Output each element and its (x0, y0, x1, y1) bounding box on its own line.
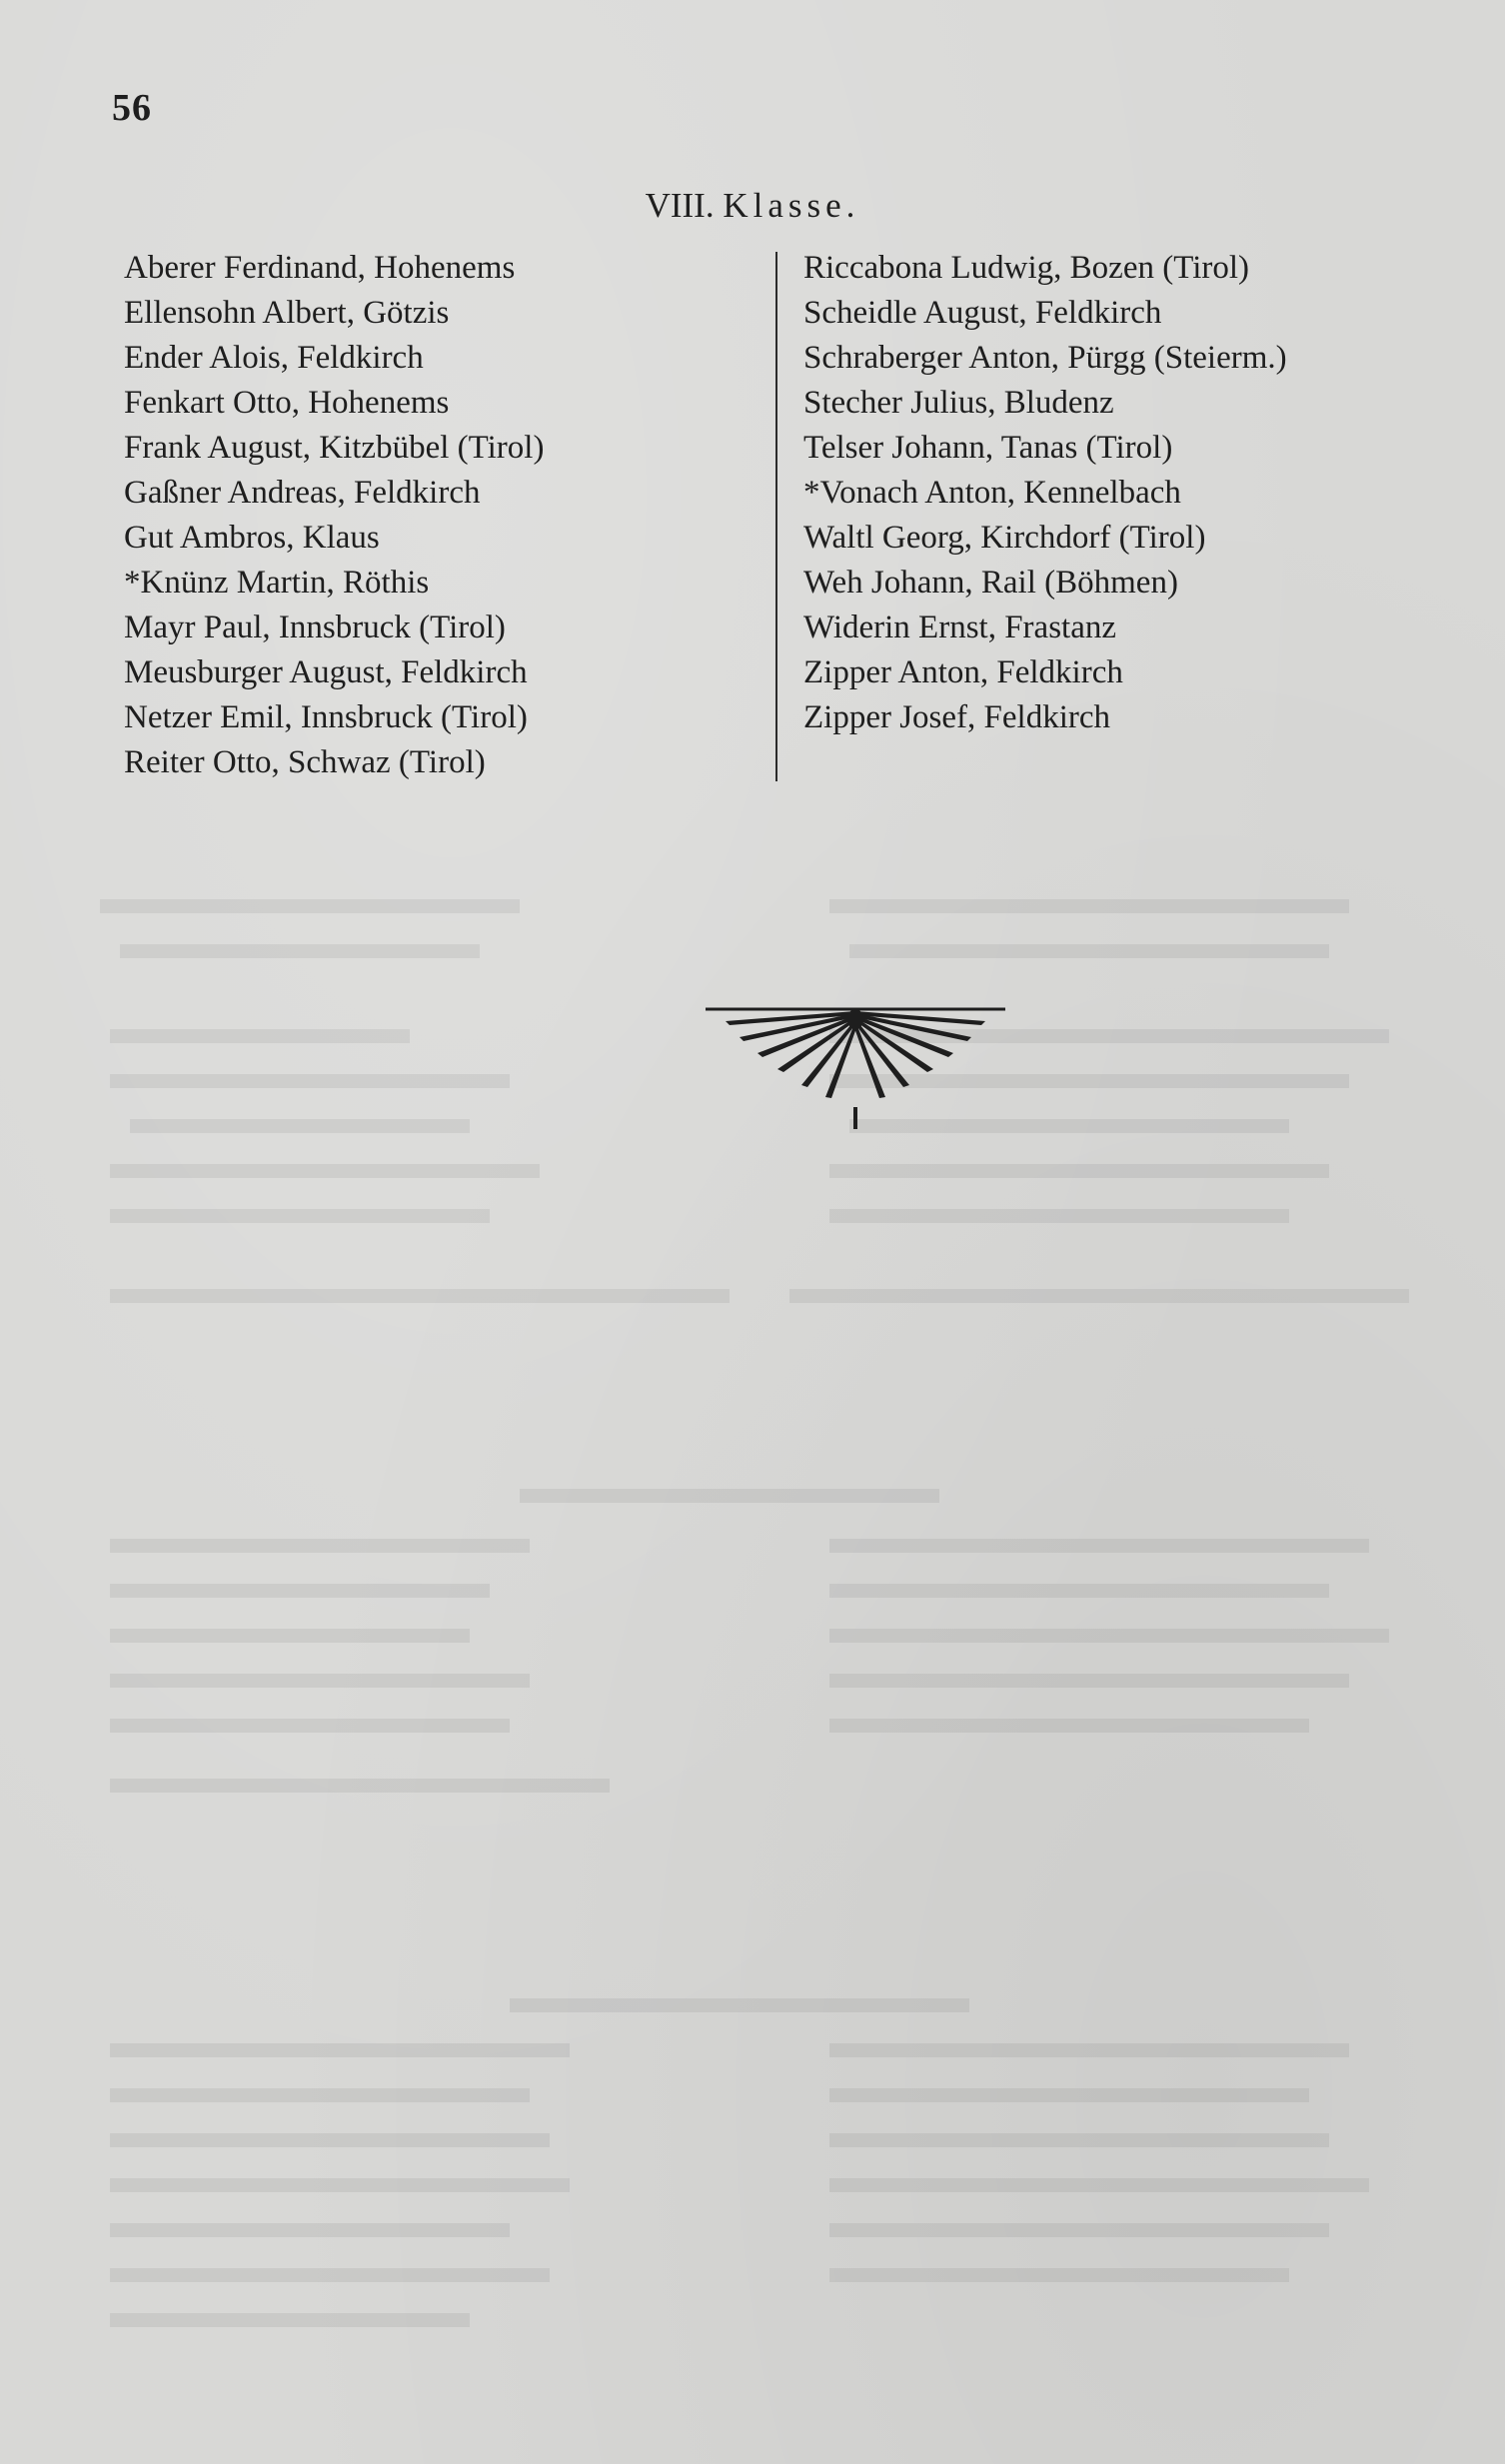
student-entry: *Knünz Martin, Röthis (124, 565, 430, 601)
page-number: 56 (112, 87, 152, 129)
student-entry: Ender Alois, Feldkirch (124, 340, 424, 376)
student-entry: Gut Ambros, Klaus (124, 520, 380, 556)
student-entry: Ellensohn Albert, Götzis (124, 295, 450, 331)
student-entry: Scheidle August, Feldkirch (803, 295, 1162, 331)
student-entry: Stecher Julius, Bludenz (803, 385, 1114, 421)
student-entry: Waltl Georg, Kirchdorf (Tirol) (803, 520, 1206, 556)
student-entry: Mayr Paul, Innsbruck (Tirol) (124, 610, 506, 645)
student-entry: Schraberger Anton, Pürgg (Steierm.) (803, 340, 1287, 376)
class-heading (0, 186, 1505, 226)
student-entry: Zipper Anton, Feldkirch (803, 654, 1123, 690)
student-entry: Reiter Otto, Schwaz (Tirol) (124, 744, 486, 780)
student-entry: Riccabona Ludwig, Bozen (Tirol) (803, 250, 1250, 286)
student-entry: Fenkart Otto, Hohenems (124, 385, 450, 421)
student-list-left (124, 246, 544, 785)
student-entry: Weh Johann, Rail (Böhmen) (803, 565, 1178, 601)
column-divider (775, 252, 777, 781)
student-entry: Telser Johann, Tanas (Tirol) (803, 430, 1173, 466)
fan-ornament-icon (706, 1003, 1005, 1143)
student-entry: Frank August, Kitzbübel (Tirol) (124, 430, 545, 466)
student-entry: Widerin Ernst, Frastanz (803, 610, 1117, 645)
student-entry: Aberer Ferdinand, Hohenems (124, 250, 516, 286)
student-entry: *Vonach Anton, Kennelbach (803, 475, 1181, 511)
class-heading-roman: VIII. (645, 186, 715, 225)
student-entry: Netzer Emil, Innsbruck (Tirol) (124, 699, 528, 735)
student-entry: Meusburger August, Feldkirch (124, 654, 528, 690)
student-entry: Gaßner Andreas, Feldkirch (124, 475, 481, 511)
student-entry: Zipper Josef, Feldkirch (803, 699, 1111, 735)
student-list-right (803, 246, 1287, 740)
class-heading-word: Klasse. (723, 186, 860, 225)
